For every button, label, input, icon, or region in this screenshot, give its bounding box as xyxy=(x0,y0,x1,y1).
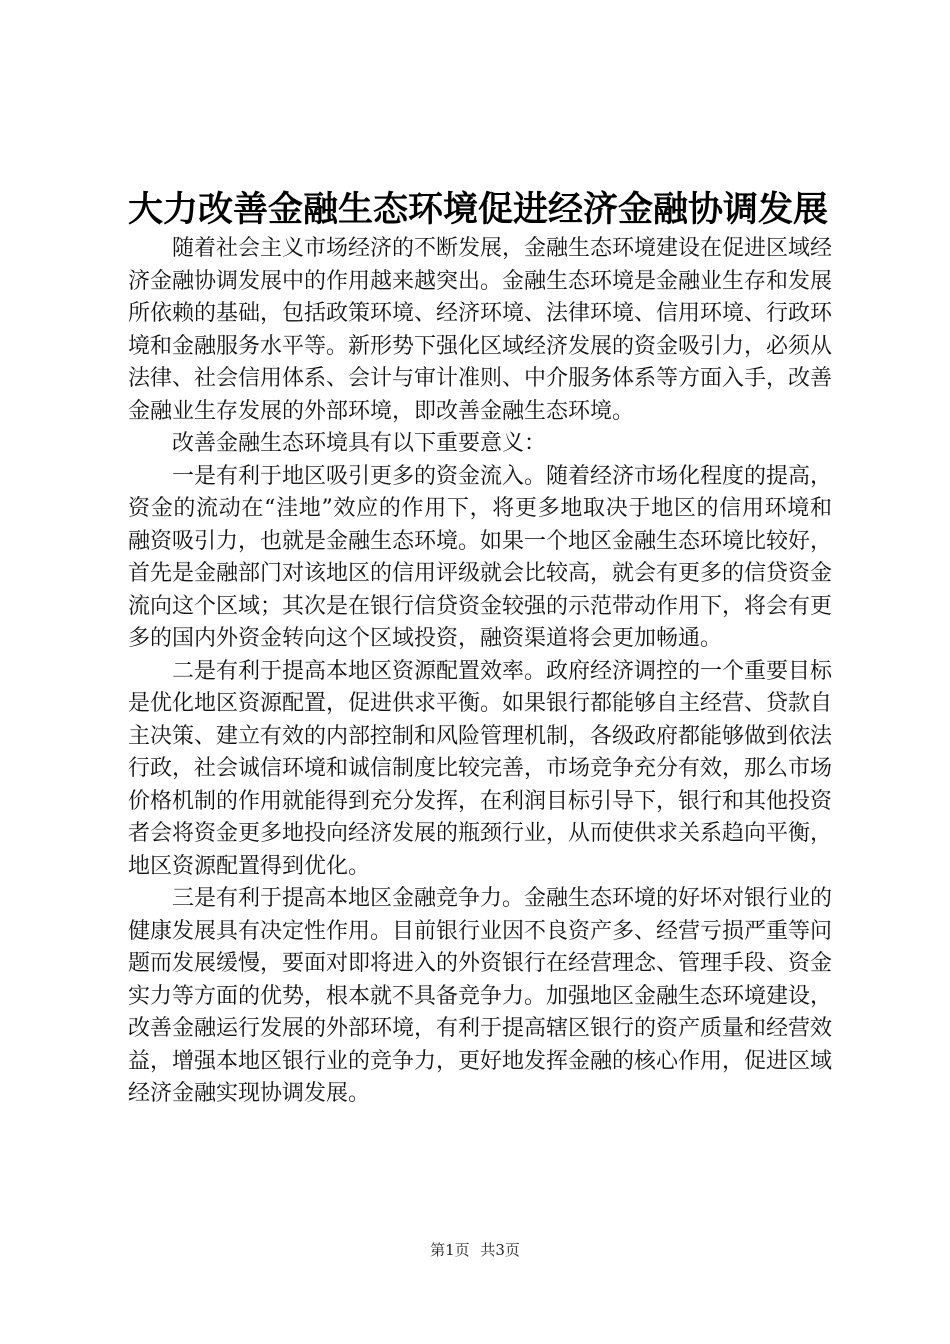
paragraph-point-one: 一是有利于地区吸引更多的资金流入。随着经济市场化程度的提高，资金的流动在“洼地”效应的作用下，将更多地取决于地区的信用环境和融资吸引力，也就是金融生态环境。如果一个地区金融生态环境比较好，首先是金融部门对该地区的信用评级就会比较高，就会有更多的信贷资金流向这个区域；其次是在银行信贷资金较强的示范带动作用下，将会有更多的国内外资金转向这个区域投资，融资渠道将会更加畅通。 xyxy=(128,463,833,651)
page-number-total: 共3页 xyxy=(480,1241,520,1259)
document-body xyxy=(128,233,832,1111)
paragraph-point-two: 二是有利于提高本地区资源配置效率。政府经济调控的一个重要目标是优化地区资源配置，促进供求平衡。如果银行都能够自主经营、贷款自主决策、建立有效的内部控制和风险管理机制，各级政府都能够做到依法行政，社会诚信环境和诚信制度比较完善，市场竞争充分有效，那么市场价格机制的作用就能得到充分发挥，在利润目标引导下，银行和其他投资者会将资金更多地投向经济发展的瓶颈行业，从而使供求关系趋向平衡，地区资源配置得到优化。 xyxy=(128,658,833,879)
paragraph-significance-heading: 改善金融生态环境具有以下重要意义： xyxy=(172,431,547,456)
document-title: 大力改善金融生态环境促进经济金融协调发展 xyxy=(128,189,829,230)
paragraph-point-three: 三是有利于提高本地区金融竞争力。金融生态环境的好坏对银行业的健康发展具有决定性作用。目前银行业因不良资产多、经营亏损严重等问题而发展缓慢，要面对即将进入的外资银行在经营理念、管理手段、资金实力等方面的优势，根本就不具备竞争力。加强地区金融生态环境建设，改善金融运行发展的外部环境，有利于提高辖区银行的资产质量和经营效益，增强本地区银行业的竞争力，更好地发挥金融的核心作用，促进区域经济金融实现协调发展。 xyxy=(128,886,833,1106)
page-number-current: 第1页 xyxy=(430,1241,470,1259)
page-footer xyxy=(0,1240,950,1260)
paragraph-intro: 随着社会主义市场经济的不断发展，金融生态环境建设在促进区域经济金融协调发展中的作用越来越突出。金融生态环境是金融业生存和发展所依赖的基础，包括政策环境、经济环境、法律环境、信用环境、行政环境和金融服务水平等。新形势下强化区域经济发展的资金吸引力，必须从法律、社会信用体系、会计与审计准则、中介服务体系等方面入手，改善金融业生存发展的外部环境，即改善金融生态环境。 xyxy=(128,236,833,424)
